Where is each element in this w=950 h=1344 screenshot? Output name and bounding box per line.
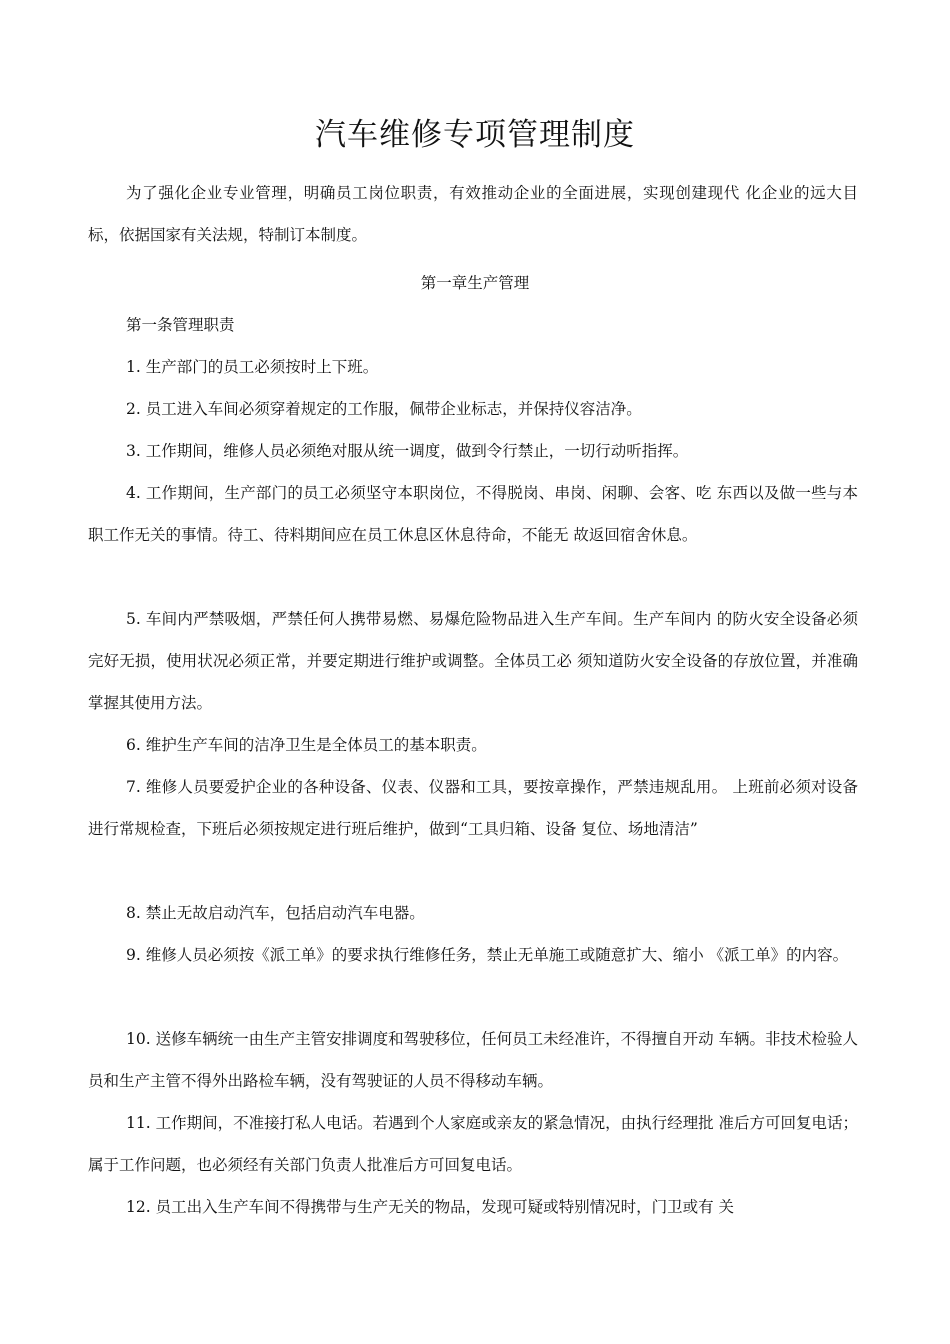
list-item: 4. 工作期间，生产部门的员工必须坚守本职岗位，不得脱岗、串岗、闲聊、会客、吃 东西以及做一些与本职工作无关的事情。待工、待料期间应在员工休息区休息待命，不能无 故返回宿舍休息。 — [88, 484, 858, 544]
list-item: 2. 员工进入车间必须穿着规定的工作服，佩带企业标志，并保持仪容洁净。 — [126, 400, 642, 418]
article-heading: 第一条管理职责 — [126, 316, 235, 334]
list-item: 8. 禁止无故启动汽车，包括启动汽车电器。 — [126, 904, 425, 922]
list-item: 3. 工作期间，维修人员必须绝对服从统一调度，做到令行禁止，一切行动听指挥。 — [126, 442, 689, 460]
list-item: 11. 工作期间，不准接打私人电话。若遇到个人家庭或亲友的紧急情况，由执行经理批 准后方可回复电话；属于工作问题，也必须经有关部门负责人批准后方可回复电话。 — [88, 1114, 859, 1174]
list-item: 1. 生产部门的员工必须按时上下班。 — [126, 358, 379, 376]
chapter-heading: 第一章生产管理 — [420, 274, 530, 292]
document-title: 汽车维修专项管理制度 — [315, 117, 635, 153]
intro-paragraph: 为了强化企业专业管理，明确员工岗位职责，有效推动企业的全面进展，实现创建现代 化企业的远大目标，依据国家有关法规，特制订本制度。 — [88, 184, 858, 244]
list-item: 10. 送修车辆统一由生产主管安排调度和驾驶移位，任何员工未经准许，不得擅自开动 车辆。非技术检验人员和生产主管不得外出路检车辆，没有驾驶证的人员不得移动车辆。 — [88, 1030, 859, 1090]
list-item: 9. 维修人员必须按《派工单》的要求执行维修任务，禁止无单施工或随意扩大、缩小 《派工单》的内容。 — [126, 946, 849, 964]
list-item: 12. 员工出入生产车间不得携带与生产无关的物品，发现可疑或特别情况时，门卫或有 关 — [126, 1198, 735, 1216]
list-item: 7. 维修人员要爱护企业的各种设备、仪表、仪器和工具，要按章操作，严禁违规乱用。 上班前必须对设备进行常规检查，下班后必须按规定进行班后维护，做到“工具归箱、设备 复位、场地清洁” — [88, 778, 858, 838]
list-item: 6. 维护生产车间的洁净卫生是全体员工的基本职责。 — [126, 736, 487, 754]
list-item: 5. 车间内严禁吸烟，严禁任何人携带易燃、易爆危险物品进入生产车间。生产车间内 的防火安全设备必须完好无损，使用状况必须正常，并要定期进行维护或调整。全体员工必 须知道防火安全设备的存放位置，并准确掌握其使用方法。 — [88, 610, 858, 712]
